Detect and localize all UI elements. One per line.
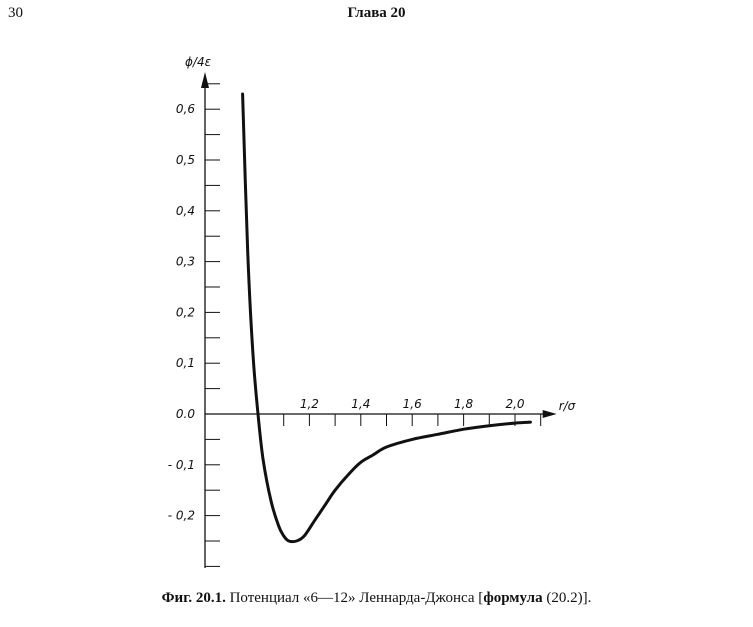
y-tick-label: 0,4 — [175, 203, 195, 218]
page-number: 30 — [8, 5, 23, 21]
figure-label: Фиг. 20.1. — [161, 590, 226, 606]
y-tick-label: - 0,2 — [167, 508, 195, 523]
caption-text-after: (20.2)]. — [542, 590, 592, 606]
x-axis-arrow — [543, 410, 557, 418]
y-axis-arrow — [201, 72, 209, 88]
figure-caption — [0, 590, 753, 607]
x-tick-label: 1,2 — [299, 397, 319, 411]
x-tick-label: 1,8 — [454, 397, 474, 411]
y-tick-label: 0.0 — [175, 407, 195, 421]
y-tick-label: 0,1 — [175, 356, 195, 371]
x-tick-label: 2,0 — [505, 397, 525, 411]
caption-text-before: Потенциал «6—12» Леннарда-Джонса [ — [229, 590, 484, 606]
y-tick-label: 0,5 — [175, 153, 195, 167]
x-axis-label: r/σ — [558, 399, 576, 413]
axes — [201, 72, 557, 568]
x-tick-label: 1,4 — [351, 397, 371, 411]
caption-bold-word: формула — [483, 590, 543, 606]
y-axis-label: ϕ/4ε — [185, 55, 212, 69]
y-tick-label: 0,6 — [175, 102, 195, 117]
running-head: Глава 20 — [347, 5, 406, 21]
y-tick-label: - 0,1 — [167, 457, 195, 472]
y-tick-label: 0,2 — [175, 305, 195, 320]
potential-curve-0 — [243, 94, 531, 542]
y-tick-label: 0,3 — [175, 254, 195, 269]
series — [243, 94, 531, 542]
ticks — [168, 84, 541, 567]
x-tick-label: 1,6 — [402, 397, 422, 411]
